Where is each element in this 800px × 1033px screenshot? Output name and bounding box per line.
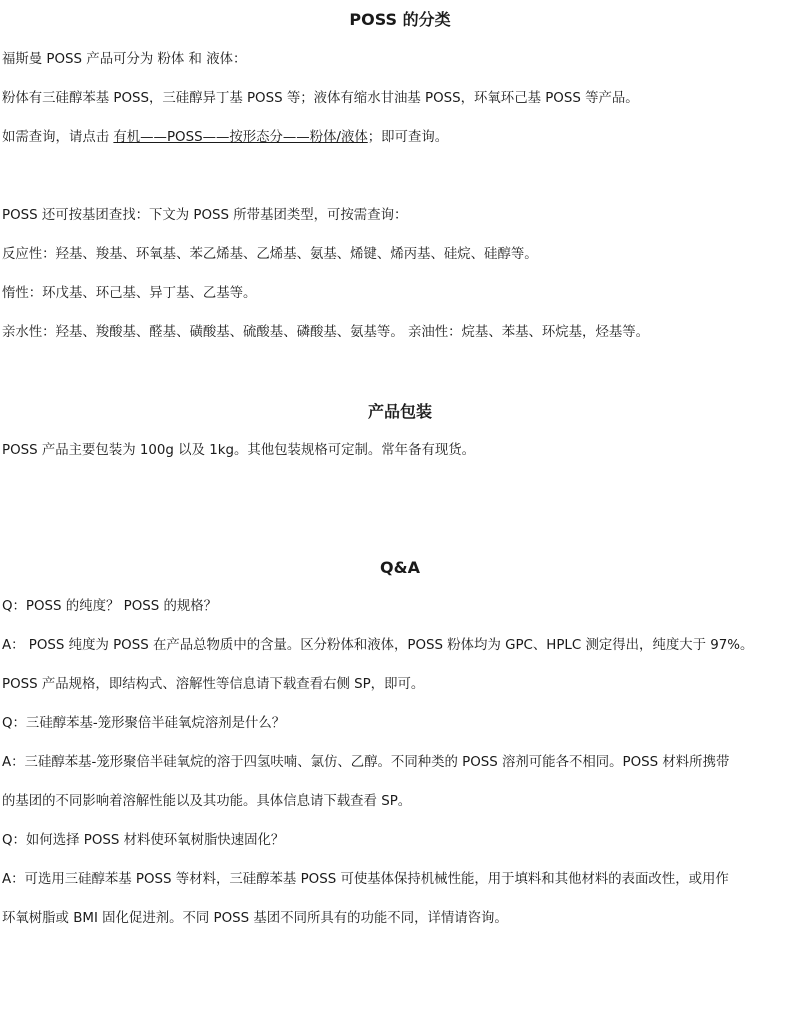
answer-2-line-2: 的基团的不同影响着溶解性能以及其功能。具体信息请下载查看 SP。	[2, 794, 412, 809]
classification-heading: POSS 的分类	[349, 10, 451, 29]
inert-groups: 惰性：环戊基、环己基、异丁基、乙基等。	[2, 286, 257, 301]
reactive-groups: 反应性：羟基、羧基、环氧基、苯乙烯基、乙烯基、氨基、烯键、烯丙基、硅烷、硅醇等。	[2, 247, 538, 262]
forms-description: 粉体有三硅醇苯基 POSS，三硅醇异丁基 POSS 等；液体有缩水甘油基 POSS，环氧环己基 POSS 等产品。	[2, 91, 639, 106]
hydrophilic-lipophilic-groups: 亲水性：羟基、羧酸基、醛基、磺酸基、硫酸基、磷酸基、氨基等。 亲油性：烷基、苯基、环烷基，烃基等。	[2, 325, 650, 340]
query-instruction	[2, 128, 800, 148]
question-3: Q：如何选择 POSS 材料使环氧树脂快速固化？	[2, 833, 285, 848]
answer-1-line-2: POSS 产品规格，即结构式、溶解性等信息请下载查看右侧 SP，即可。	[2, 677, 425, 692]
group-search-intro: POSS 还可按基团查找：下文为 POSS 所带基团类型，可按需查询：	[2, 208, 408, 223]
query-suffix: ；即可查询。	[367, 130, 449, 145]
qa-heading: Q&A	[380, 558, 420, 577]
question-1: Q：POSS 的纯度？ POSS 的规格？	[2, 599, 218, 614]
answer-3-line-1: A：可选用三硅醇苯基 POSS 等材料，三硅醇苯基 POSS 可使基体保持机械性能，用于填料和其他材料的表面改性，或用作	[2, 872, 729, 887]
classification-intro: 福斯曼 POSS 产品可分为 粉体 和 液体：	[2, 52, 247, 67]
packaging-text: POSS 产品主要包装为 100g 以及 1kg。其他包装规格可定制。常年备有现货。	[2, 443, 476, 458]
packaging-heading: 产品包装	[367, 402, 432, 421]
question-2: Q：三硅醇苯基-笼形聚倍半硅氧烷溶剂是什么？	[2, 716, 286, 731]
answer-1-line-1: A： POSS 纯度为 POSS 在产品总物质中的含量。区分粉体和液体，POSS 粉体均为 GPC、HPLC 测定得出，纯度大于 97%。	[2, 638, 754, 653]
query-prefix: 如需查询，请点击	[2, 130, 114, 145]
form-category-link[interactable]: 有机——POSS——按形态分——粉体/液体	[113, 130, 368, 145]
answer-2-line-1: A：三硅醇苯基-笼形聚倍半硅氧烷的溶于四氢呋喃、氯仿、乙醇。不同种类的 POSS 溶剂可能各不相同。POSS 材料所携带	[2, 755, 730, 770]
answer-3-line-2: 环氧树脂或 BMI 固化促进剂。不同 POSS 基团不同所具有的功能不同，详情请咨询。	[2, 911, 508, 926]
